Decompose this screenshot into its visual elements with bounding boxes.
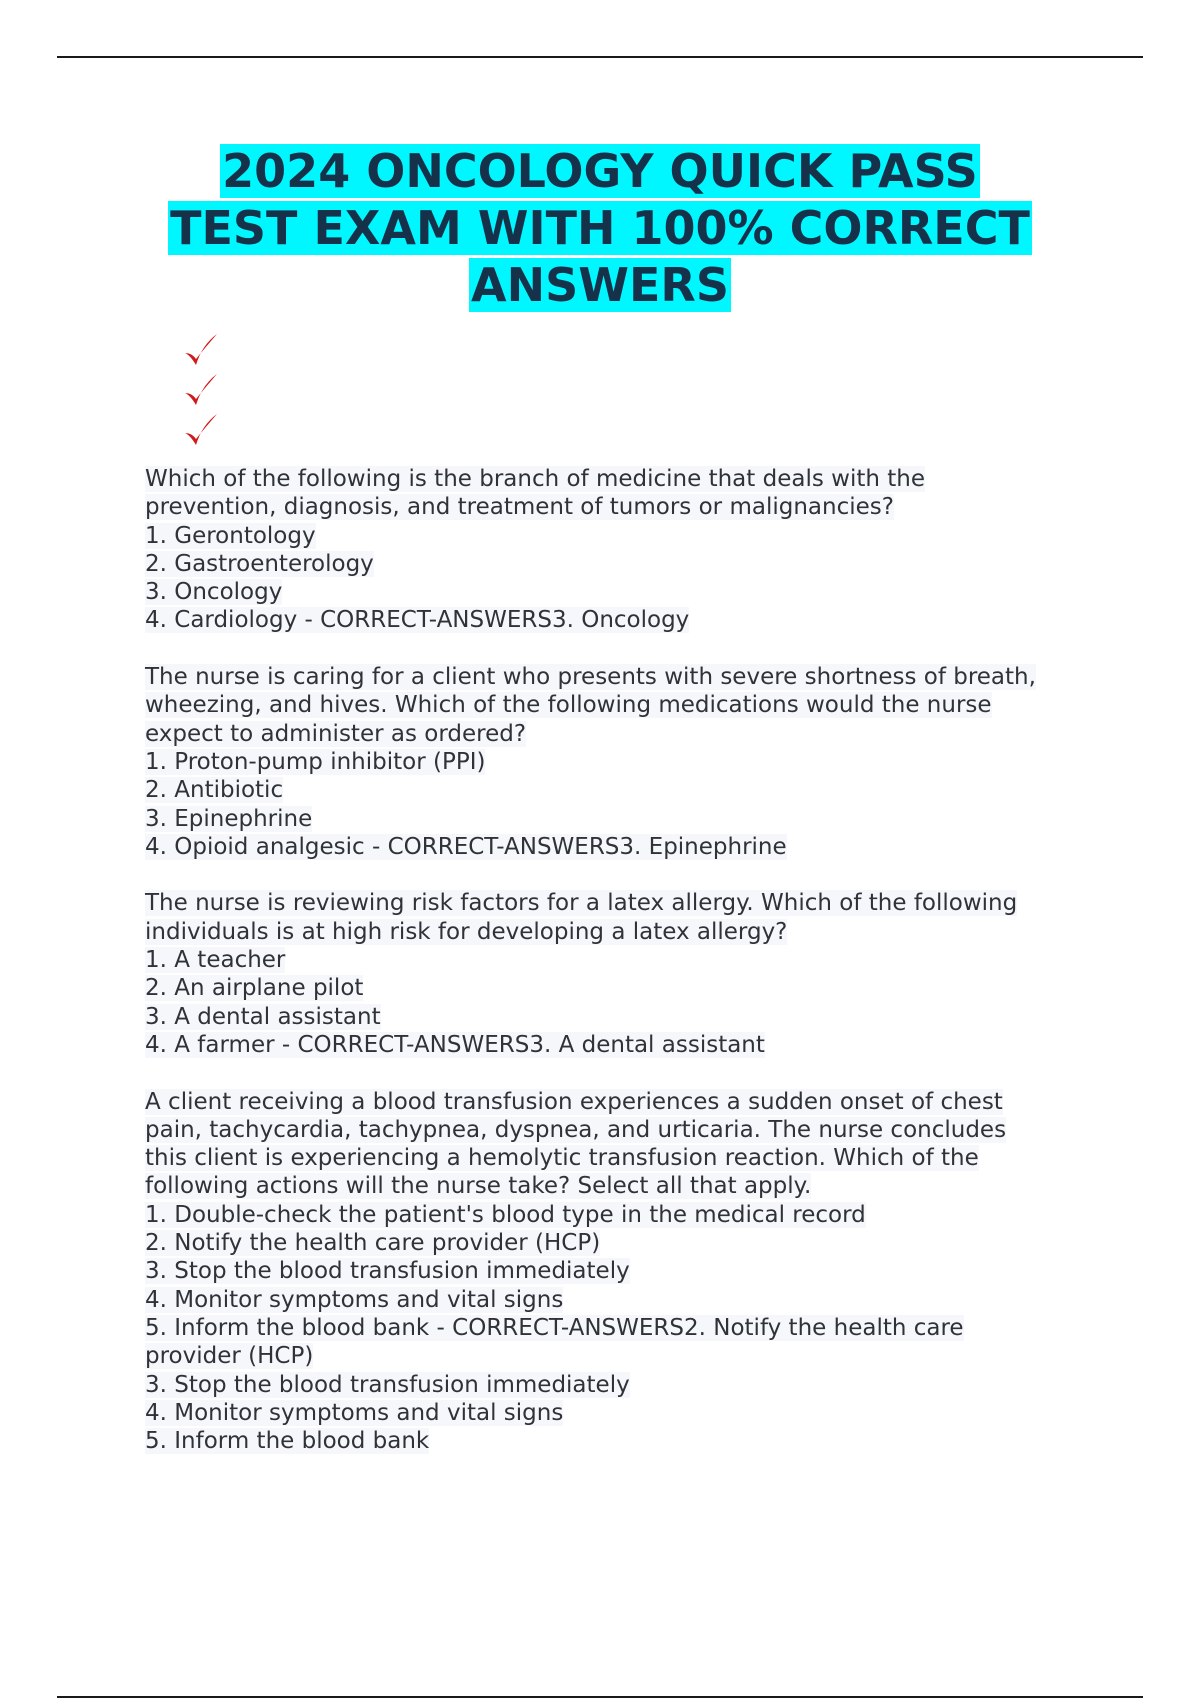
text-line: Which of the following is the branch of medicine that deals with the bbox=[145, 466, 925, 492]
answer-line: provider (HCP) bbox=[145, 1343, 314, 1370]
question-block bbox=[145, 465, 1125, 635]
check-icon bbox=[182, 411, 220, 451]
option-line: 1. Double-check the patient's blood type in the medical record bbox=[145, 1201, 866, 1228]
title-line: ANSWERS bbox=[471, 258, 729, 312]
text-line: this client is experiencing a hemolytic transfusion reaction. Which of the bbox=[145, 1145, 979, 1172]
option-line: 3. Epinephrine bbox=[145, 805, 313, 832]
answer-line: 4. Monitor symptoms and vital signs bbox=[145, 1399, 564, 1426]
question-block bbox=[145, 663, 1125, 861]
title-line: 2024 ONCOLOGY QUICK PASS bbox=[222, 144, 978, 198]
option-line: 2. Gastroenterology bbox=[145, 550, 374, 577]
check-icon bbox=[182, 371, 220, 411]
option-line: 4. Monitor symptoms and vital signs bbox=[145, 1286, 564, 1313]
top-rule bbox=[57, 56, 1143, 58]
answer-line: 4. Opioid analgesic - CORRECT-ANSWERS3. Epinephrine bbox=[145, 833, 787, 860]
option-line: 3. Oncology bbox=[145, 579, 283, 606]
check-icon bbox=[182, 331, 220, 371]
text-line: The nurse is caring for a client who presents with severe shortness of breath, bbox=[145, 664, 1036, 691]
option-line: 1. Gerontology bbox=[145, 522, 316, 549]
answer-line: 4. A farmer - CORRECT-ANSWERS3. A dental assistant bbox=[145, 1031, 765, 1058]
text-line: pain, tachycardia, tachypnea, dyspnea, and urticaria. The nurse concludes bbox=[145, 1116, 1007, 1143]
bottom-rule bbox=[57, 1696, 1143, 1698]
answer-line: 4. Cardiology - CORRECT-ANSWERS3. Oncology bbox=[145, 607, 690, 634]
document-title bbox=[130, 143, 1070, 314]
text-line: following actions will the nurse take? Select all that apply. bbox=[145, 1173, 812, 1200]
answer-line: 5. Inform the blood bank - CORRECT-ANSWERS2. Notify the health care bbox=[145, 1314, 964, 1341]
option-line: 2. Antibiotic bbox=[145, 777, 284, 804]
option-line: 3. Stop the blood transfusion immediately bbox=[145, 1258, 630, 1285]
option-line: 2. An airplane pilot bbox=[145, 975, 364, 1002]
title-line: TEST EXAM WITH 100% CORRECT bbox=[170, 201, 1030, 255]
checkmark-group bbox=[182, 331, 220, 451]
text-line: prevention, diagnosis, and treatment of tumors or malignancies? bbox=[145, 494, 894, 521]
text-line: The nurse is reviewing risk factors for a latex allergy. Which of the following bbox=[145, 890, 1018, 917]
text-line: A client receiving a blood transfusion experiences a sudden onset of chest bbox=[145, 1088, 1003, 1115]
text-line: wheezing, and hives. Which of the following medications would the nurse bbox=[145, 692, 992, 719]
question-list bbox=[145, 465, 1125, 1484]
text-line: individuals is at high risk for developing a latex allergy? bbox=[145, 918, 788, 945]
answer-line: 5. Inform the blood bank bbox=[145, 1428, 430, 1455]
question-block bbox=[145, 1088, 1125, 1456]
option-line: 1. A teacher bbox=[145, 947, 286, 974]
option-line: 3. A dental assistant bbox=[145, 1003, 381, 1030]
option-line: 1. Proton-pump inhibitor (PPI) bbox=[145, 748, 486, 775]
option-line: 2. Notify the health care provider (HCP) bbox=[145, 1230, 601, 1257]
answer-line: 3. Stop the blood transfusion immediately bbox=[145, 1371, 630, 1398]
question-block bbox=[145, 889, 1125, 1059]
text-line: expect to administer as ordered? bbox=[145, 720, 527, 747]
